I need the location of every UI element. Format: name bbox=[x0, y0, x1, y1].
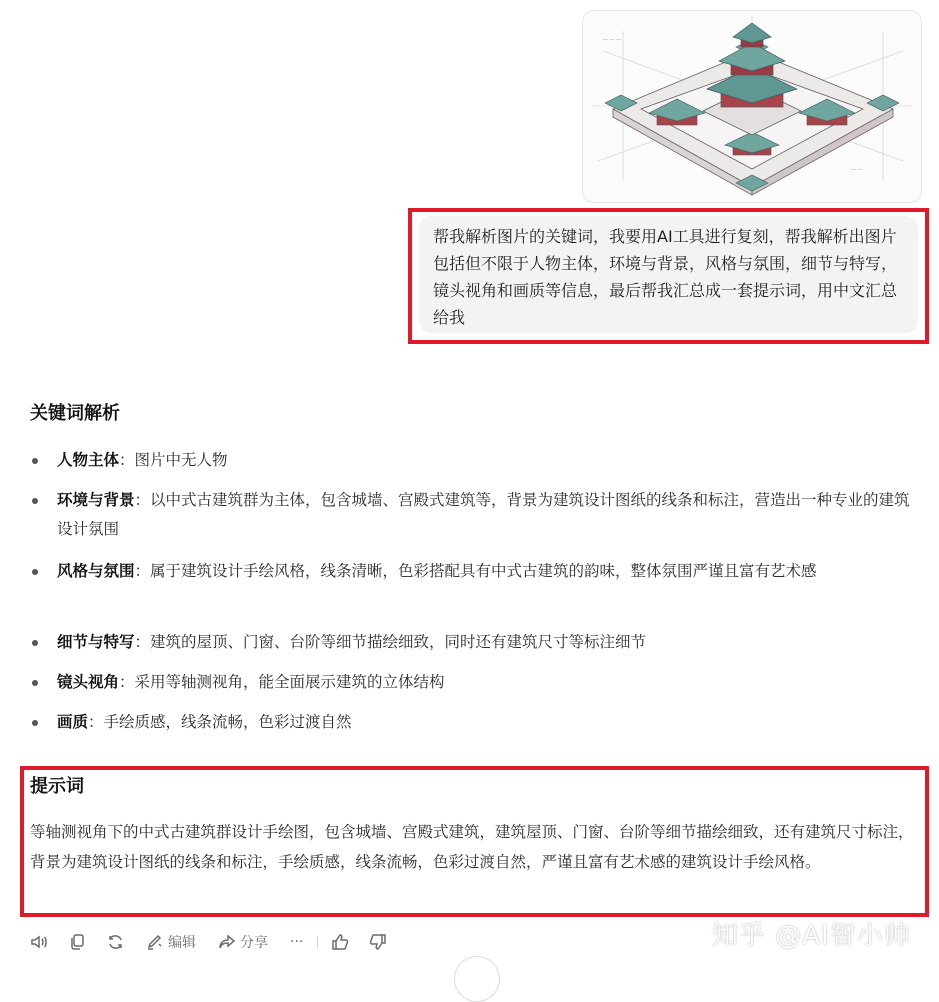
keyword-item-environment bbox=[30, 486, 925, 544]
keyword-colon: ： bbox=[134, 491, 151, 509]
svg-text:— —: — — bbox=[851, 167, 863, 173]
share-button[interactable] bbox=[218, 929, 268, 955]
speaker-icon bbox=[30, 934, 48, 950]
keyword-label: 镜头视角 bbox=[57, 673, 120, 691]
keyword-colon: ： bbox=[88, 713, 104, 731]
keyword-label: 画质 bbox=[57, 713, 89, 731]
bullet-icon bbox=[32, 458, 38, 464]
keyword-text: 建筑的屋顶、门窗、台阶等细节描绘细致，同时还有建筑尺寸等标注细节 bbox=[150, 633, 647, 651]
refresh-icon bbox=[107, 934, 124, 950]
keyword-label: 风格与氛围 bbox=[57, 562, 135, 580]
keyword-label: 环境与背景 bbox=[57, 491, 135, 509]
prompt-text: 等轴测视角下的中式古建筑群设计手绘图，包含城墙、宫殿式建筑，建筑屋顶、门窗、台阶等细节描绘细致，还有建筑尺寸标注，背景为建筑设计图纸的线条和标注，手绘质感，线条流畅，色彩过渡自然，严谨且富有艺术感的建筑设计手绘风格。 bbox=[30, 823, 914, 871]
more-button[interactable] bbox=[290, 929, 303, 955]
watermark: 知乎 @AI智小帅 bbox=[712, 921, 911, 951]
keyword-colon: ： bbox=[119, 673, 135, 691]
keyword-colon: ： bbox=[119, 451, 135, 469]
share-arrow-icon bbox=[218, 934, 236, 950]
message-toolbar bbox=[30, 929, 386, 955]
keyword-item-subject bbox=[30, 446, 228, 475]
prompt-heading: 提示词 bbox=[30, 776, 84, 797]
edit-pen-icon bbox=[146, 934, 164, 950]
keyword-label: 细节与特写 bbox=[57, 633, 135, 651]
keyword-item-details bbox=[30, 628, 646, 657]
edit-label: 编辑 bbox=[168, 935, 196, 951]
keyword-analysis-heading: 关键词解析 bbox=[30, 403, 120, 424]
read-aloud-button[interactable] bbox=[30, 929, 48, 955]
keyword-label: 人物主体 bbox=[57, 451, 120, 469]
keyword-text: 手绘质感，线条流畅，色彩过渡自然 bbox=[103, 713, 352, 731]
bullet-icon bbox=[32, 720, 38, 726]
chinese-architecture-sketch bbox=[583, 11, 921, 202]
keyword-item-style bbox=[30, 557, 817, 586]
keyword-text: 采用等轴测视角，能全面展示建筑的立体结构 bbox=[134, 673, 445, 691]
like-button[interactable] bbox=[332, 929, 349, 955]
keyword-text: 属于建筑设计手绘风格，线条清晰，色彩搭配具有中式古建筑的韵味，整体氛围严谨且富有艺术感 bbox=[150, 562, 817, 580]
thumbs-down-icon bbox=[369, 934, 386, 950]
dislike-button[interactable] bbox=[369, 929, 386, 955]
bullet-icon bbox=[32, 569, 38, 575]
toolbar-divider bbox=[317, 936, 318, 949]
keyword-colon: ： bbox=[134, 562, 151, 580]
keyword-colon: ： bbox=[134, 633, 151, 651]
keyword-item-camera-angle bbox=[30, 668, 445, 697]
copy-icon bbox=[70, 934, 85, 950]
user-message-bubble: 帮我解析图片的关键词，我要用AI工具进行复刻，帮我解析出图片包括但不限于人物主体，环境与背景，风格与氛围，细节与特写，镜头视角和画质等信息，最后帮我汇总成一套提示词，用中文汇总给我 bbox=[419, 216, 918, 333]
regenerate-button[interactable] bbox=[107, 929, 124, 955]
copy-button[interactable] bbox=[70, 929, 85, 955]
keyword-text: 图片中无人物 bbox=[134, 451, 228, 469]
uploaded-image[interactable] bbox=[582, 10, 922, 203]
svg-text:— — —: — — — bbox=[603, 37, 622, 43]
bullet-icon bbox=[32, 640, 38, 646]
keyword-item-quality bbox=[30, 708, 352, 737]
share-label: 分享 bbox=[240, 935, 268, 951]
more-icon: ··· bbox=[290, 934, 304, 950]
thumbs-up-icon bbox=[332, 934, 349, 950]
bullet-icon bbox=[32, 498, 38, 504]
bullet-icon bbox=[32, 680, 38, 686]
keyword-text: 以中式古建筑群为主体，包含城墙、宫殿式建筑等，背景为建筑设计图纸的线条和标注，营造出一种专业的建筑设计氛围 bbox=[57, 491, 910, 538]
edit-button[interactable] bbox=[146, 929, 196, 955]
scroll-to-bottom-button[interactable] bbox=[454, 956, 500, 1002]
